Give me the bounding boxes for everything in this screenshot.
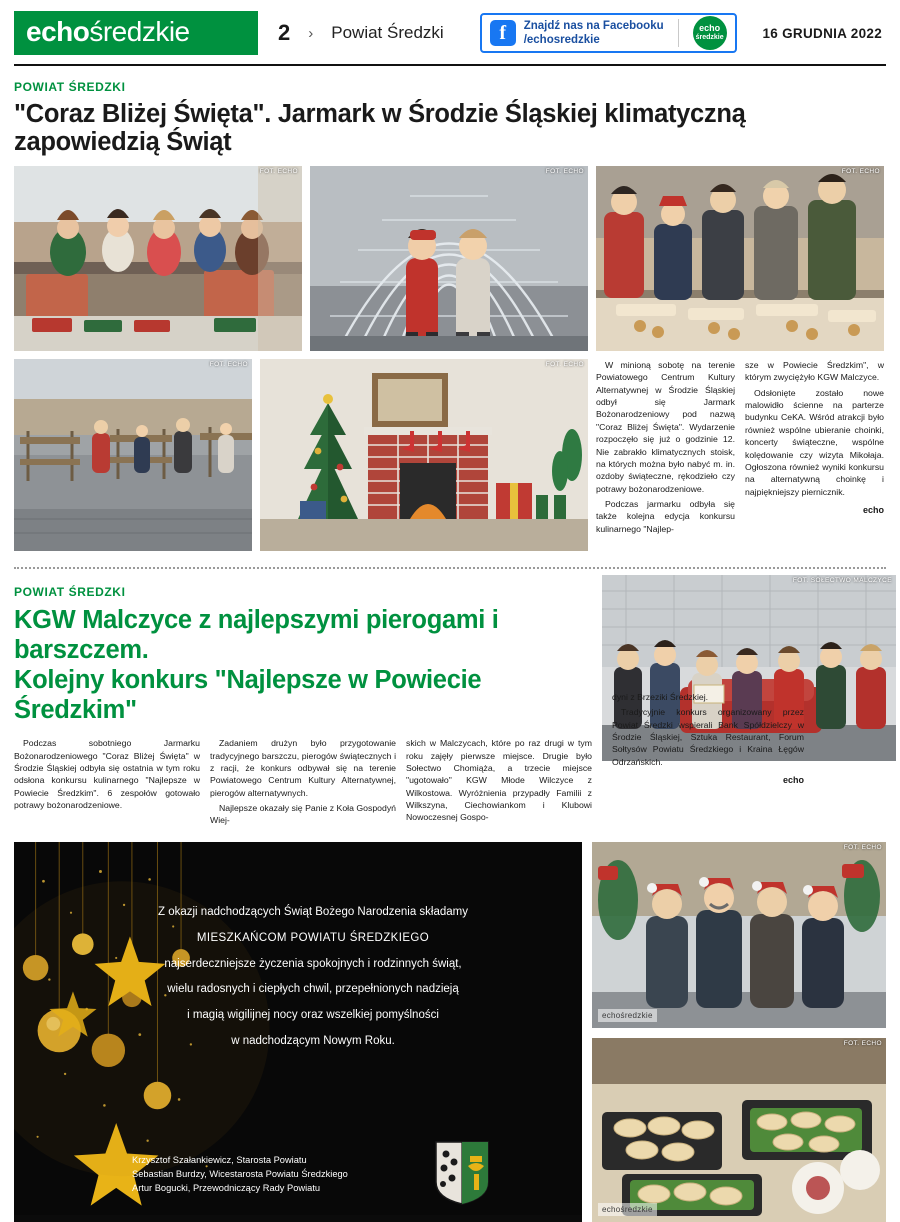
paragraph: sze w Powiecie Średzkim", w którym zwyciężyło KGW Malczyce. [745, 360, 884, 383]
photo-watermark: echośredzkie [598, 1203, 657, 1216]
photo-credit: FOT. SOŁECTWO MALCZYCE [792, 577, 892, 585]
masthead [14, 0, 886, 56]
article1-body [596, 359, 884, 551]
advert-side-photos [592, 842, 886, 1222]
paragraph: skich w Malczycach, które po raz drugi w tym roku zajęły pierwsze miejsce. Drugie było Sołectwo Chomiąża, a trzecie miejsce "ugotowało" KGW Młode Wilczyce z Wilkostowa. Wyróżnienia przypadły Familii z Wilkszyna, Ciechowiankom i Klubowi Nowoczesnej Gospo- [406, 738, 592, 823]
photo-jarmark-warsztaty [596, 166, 884, 351]
divider [678, 19, 679, 47]
advert-signatures [132, 1154, 348, 1196]
paragraph: Odsłonięte zostało nowe malowidło ścienne na parterze budynku CeKA. Wśród atrakcji było również wspólne ubieranie choinki, koncerty świąteczne, wspólne kolędowanie czy wizyta Mikołaja. Ogłoszona również wyniki konkursu na alternatywną choinkę i najpiękniejszy piernicznik. [745, 387, 884, 497]
photo-art [310, 166, 588, 351]
breadcrumb-separator: › [308, 24, 314, 42]
article1-kicker: POWIAT ŚREDZKI [14, 80, 126, 94]
photo-jarmark-tunel-swietlny [310, 166, 588, 351]
logo-sredzkie-text: średzkie [89, 16, 190, 47]
section-divider [14, 567, 886, 569]
photo-jarmark-kominek-choinka [260, 359, 588, 551]
photo-credit: FOT. ECHO [843, 1039, 882, 1047]
article1-headline: "Coraz Bliżej Święta". Jarmark w Środzie Śląskiej klimatyczną zapowiedzią Świąt [14, 100, 746, 157]
badge-top: echo [699, 23, 721, 34]
christmas-greeting-advert[interactable] [14, 842, 582, 1222]
echo-round-badge [693, 16, 727, 50]
signature-2: Sebastian Burdzy, Wicestarosta Powiatu Średzkiego [132, 1168, 348, 1179]
article1-column-2 [745, 359, 884, 551]
badge-bottom: średzkie [695, 34, 724, 42]
photo-jarmark-stoiska [14, 166, 302, 351]
photo-art [592, 1038, 886, 1222]
paragraph: Podczas jarmarku odbyła się także kolejna edycja konkursu kulinarnego "Najlep- [596, 498, 735, 534]
advert-line-1: Z okazji nadchodzących Świąt Bożego Narodzenia składamy [157, 905, 469, 918]
paragraph: Tradycyjnie konkurs organizowany przez Powiat Średzki wspierali Bank Spółdzielczy w Środzie Śląskiej, Sztuka Restaurant, Forum Sołtysów Powiatu Średzkiego i Kraina Łęgów Odrzańskich. [612, 707, 804, 767]
article2-headline-line2: Kolejny konkurs "Najlepsze w Powiecie Średzkim" [14, 666, 482, 725]
photo-art [592, 842, 886, 1028]
photo-credit: FOT. ECHO [545, 361, 584, 369]
article1-photo-row-2 [14, 359, 886, 551]
facebook-icon: f [490, 20, 516, 46]
photo-credit: FOT. ECHO [843, 843, 882, 851]
photo-jarmark-uczestnicy-mikolajki [592, 842, 886, 1028]
advert-row [14, 842, 886, 1222]
article2-left [14, 575, 592, 830]
article2-column-2 [210, 737, 396, 829]
photo-watermark: echośredzkie [598, 1009, 657, 1022]
page-number: 2 [278, 20, 291, 45]
breadcrumb: Powiat Średzki [331, 23, 444, 42]
facebook-promo[interactable] [480, 13, 737, 53]
facebook-line1: Znajdź nas na Facebooku [523, 19, 664, 32]
photo-credit: FOT. ECHO [209, 361, 248, 369]
signature-1: Krzysztof Szałankiewicz, Starosta Powiatu [132, 1155, 307, 1165]
advert-line-2: MIESZKAŃCOM POWIATU ŚREDZKIEGO [196, 931, 430, 944]
paragraph: Podczas sobotniego Jarmarku Bożonarodzeniowego "Coraz Bliżej Święta" w Środzie Śląskiej odbyła się ostatnia w tym roku odsłona konkursu kulinarnego "Najlepsze w Powiecie Średzkim". 6 zespołów gotowało potrawy bożonarodzeniowe. [14, 738, 200, 811]
facebook-text [524, 19, 664, 48]
article1-photo-row-1 [14, 166, 886, 351]
article2-column-3 [406, 737, 592, 829]
paragraph: W minioną sobotę na terenie Powiatowego Centrum Kultury Alternatywnej w Środzie Śląskiej odbył się Jarmark Bożonarodzeniowy pod nazwą "Coraz Bliżej Święta". Wydarzenie rozpoczęło się już o godzinie 12. Nie zabrakło klimatycznych stoisk, na których można było nabyć m. in. ozdoby świąteczne, rękodzieło czy potrawy bożonarodzeniowe. [596, 360, 735, 494]
article2-headline-line1: KGW Malczyce z najlepszymi pierogami i barszczem. [14, 606, 499, 665]
photo-pierogi-konkurs-potrawy [592, 1038, 886, 1222]
advert-line-4: wielu radosnych i ciepłych chwil, przepełnionych nadzieją [167, 983, 459, 996]
advert-line-5: i magią wigilijnej nocy oraz wszelkiej pomyślności [187, 1009, 439, 1022]
publication-logo[interactable] [14, 11, 258, 55]
advert-greeting-text [14, 842, 582, 1055]
photo-jarmark-plac-stoly [14, 359, 252, 551]
advert-line-3: najserdeczniejsze życzenia spokojnych i rodzinnych świąt, [164, 957, 462, 970]
paragraph: Najlepsze okazały się Panie z Koła Gospodyń Wiej- [210, 803, 396, 826]
article2-headline [14, 605, 592, 725]
article1-byline: echo [862, 504, 884, 515]
issue-date: 16 GRUDNIA 2022 [762, 25, 882, 41]
paragraph: dyni z Brzeziki Średzkiej. [612, 692, 709, 702]
advert-line-6: w nadchodzącym Nowym Roku. [231, 1035, 395, 1048]
paragraph: Zadaniem drużyn było przygotowanie tradycyjnego barszczu, pierogów świątecznych i z racji, że konkurs odbywał się na terenie Powiatowego Centrum Kultury Alternatywnej, pierogów alternatywnych. [210, 738, 396, 798]
article2-kicker: POWIAT ŚREDZKI [14, 585, 126, 600]
article2-column-4 [612, 691, 804, 787]
herb-powiatu-sredzkiego-icon [434, 1140, 490, 1206]
masthead-rule [14, 64, 886, 66]
photo-credit: FOT. ECHO [259, 168, 298, 176]
photo-credit: FOT. ECHO [841, 168, 880, 176]
facebook-line2: /echosredzkie [523, 34, 600, 46]
signature-3: Artur Bogucki, Przewodniczący Rady Powiatu [132, 1182, 321, 1193]
logo-echo-text: echo [26, 16, 90, 47]
photo-art [14, 359, 252, 551]
photo-art [260, 359, 588, 551]
article2-byline: echo [782, 775, 804, 786]
photo-art [596, 166, 884, 351]
article2-body [14, 737, 592, 829]
article1-column-1 [596, 359, 735, 551]
photo-art [14, 166, 302, 351]
photo-credit: FOT. ECHO [545, 168, 584, 176]
article2-column-1 [14, 737, 200, 829]
